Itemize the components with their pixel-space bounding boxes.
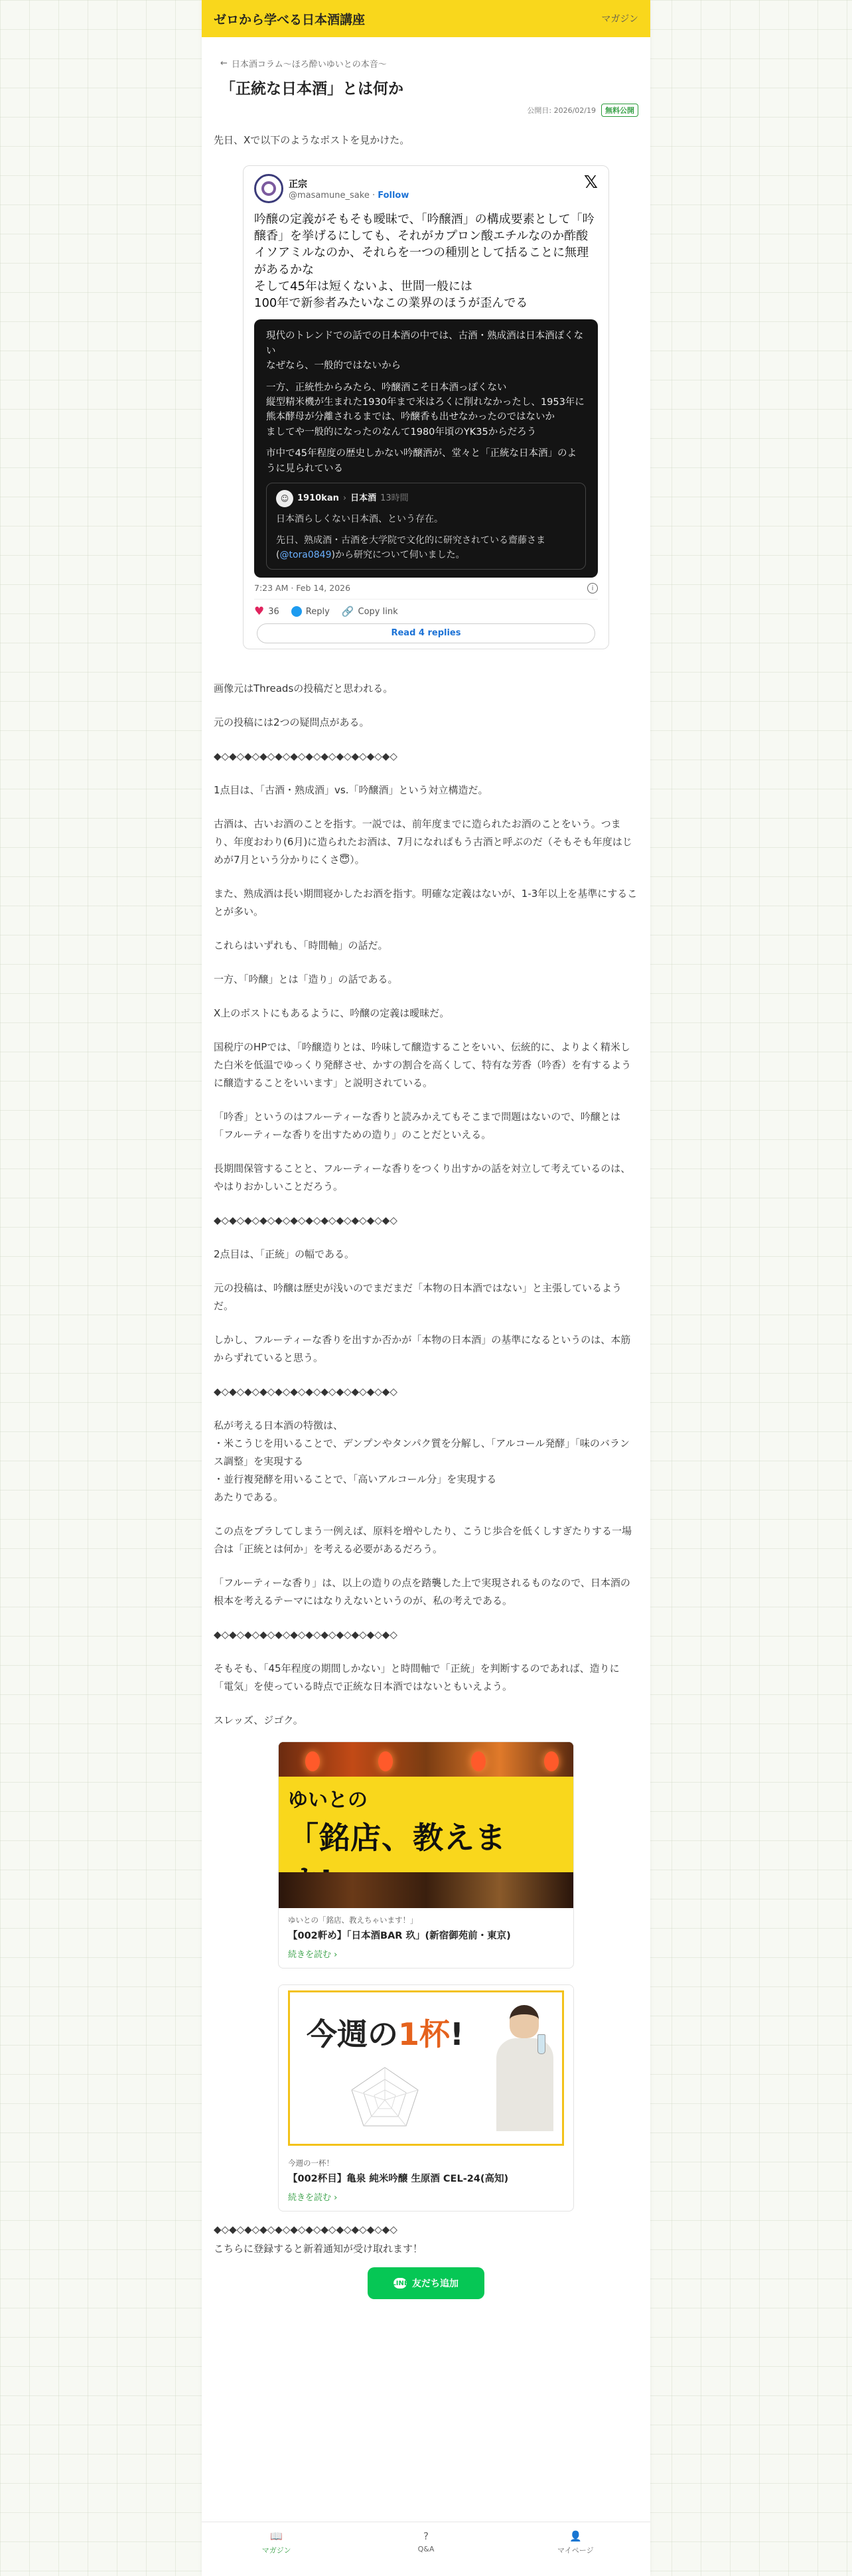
- person-head: [510, 2005, 539, 2038]
- line-button-label: 友だち追加: [412, 2279, 459, 2290]
- nested-topic: 日本酒: [350, 493, 377, 504]
- body-paragraph: 画像元はThreadsの投稿だと思われる。: [214, 683, 393, 695]
- body-paragraph: これらはいずれも、「時間軸」の話だ。: [214, 939, 388, 952]
- card-body: [279, 2151, 573, 2211]
- reply-button[interactable]: [291, 606, 330, 617]
- copy-link-label: Copy link: [358, 606, 398, 617]
- post-footer: [254, 583, 598, 600]
- divider: ◆◇◆◇◆◇◆◇◆◇◆◇◆◇◆◇◆◇◆◇◆◇◆◇: [214, 750, 397, 763]
- body-paragraph: また、熟成酒は長い期間寝かしたお酒を指す。明確な定義はないが、1-3年以上を基準にすることが多い。: [214, 888, 638, 918]
- card-image-title-accent: 1杯: [398, 2016, 451, 2053]
- site-title[interactable]: ゼロから学べる日本酒講座: [214, 12, 366, 27]
- body-paragraph: 元の投稿には2つの疑問点がある。: [214, 716, 370, 729]
- card-image: [279, 1742, 573, 1908]
- post-timestamp[interactable]: 7:23 AM · Feb 14, 2026: [254, 583, 351, 594]
- card-image-title-pre: 今週の: [307, 2016, 398, 2053]
- post-text: 吟醸の定義がそもそも曖昧で、「吟醸酒」の構成要素として「吟醸香」を挙げるにしても、それがカプロン酸エチルなのか酢酸イソアミルなのか、それらを一つの種別として括ることに無理があるかな そして45年は短くないよ、世間一般には 100年で新参者みたいなこの業界のほうが歪んでる: [254, 212, 595, 310]
- divider: ◆◇◆◇◆◇◆◇◆◇◆◇◆◇◆◇◆◇◆◇◆◇◆◇: [214, 1386, 397, 1398]
- magazine-nav-link[interactable]: マガジン: [601, 14, 638, 25]
- body-paragraph: 元の投稿は、吟醸は歴史が浅いのでまだまだ「本物の日本酒ではない」と主張しているようだ。: [214, 1282, 622, 1313]
- nested-paragraph: [276, 534, 576, 562]
- person-illustration: [494, 2005, 555, 2131]
- breadcrumb-label: 日本酒コラム〜ほろ酔いゆいとの本音〜: [231, 60, 387, 70]
- body-paragraph: 私が考える日本酒の特徴は、 ・米こうじを用いることで、デンプンやタンパク質を分解し、「アルコール発酵」「味のバランス調整」を実現する ・並行複発酵を用いることで、「高いアルコール分」を実現する あたりである。: [214, 1419, 630, 1504]
- embedded-post: [243, 165, 609, 649]
- divider: ◆◇◆◇◆◇◆◇◆◇◆◇◆◇◆◇◆◇◆◇◆◇◆◇: [214, 1214, 397, 1227]
- card-title[interactable]: 【002軒め】「日本酒BAR 玖」(新宿御苑前・東京): [288, 1931, 511, 1942]
- divider: ◆◇◆◇◆◇◆◇◆◇◆◇◆◇◆◇◆◇◆◇◆◇◆◇: [214, 1629, 397, 1641]
- article-meta: [214, 104, 638, 117]
- body-paragraph: 古酒は、古いお酒のことを指す。一説では、前年度までに造られたお酒のことをいう。つまり、年度おわり(6月)に造られたお酒は、7月になればもう古酒と呼ぶのだ（そもそも年度はじめが7月という分かりにくさ😇）。: [214, 818, 632, 866]
- book-icon: 📖: [270, 2530, 283, 2542]
- page: [202, 0, 650, 2576]
- article-body: [214, 680, 638, 1730]
- chevron-right-icon: ›: [342, 493, 347, 504]
- nested-text: 先日、熟成酒・古酒を大学院で文化的に研究されている齋藤さま(: [276, 535, 545, 560]
- post-user-name[interactable]: 正宗: [289, 179, 307, 190]
- body-paragraph: スレッズ、ジゴク。: [214, 1714, 303, 1727]
- like-button[interactable]: [254, 605, 279, 618]
- nested-avatar-icon: ☺: [276, 490, 293, 507]
- nested-time: 13時間: [380, 493, 409, 504]
- avatar-logo-icon: [261, 181, 276, 196]
- line-add-friend-button[interactable]: [368, 2267, 484, 2299]
- body-paragraph: 1点目は、「古酒・熟成酒」vs.「吟醸酒」という対立構造だ。: [214, 784, 488, 797]
- info-icon[interactable]: i: [587, 583, 598, 594]
- read-more-link[interactable]: 続きを読む ›: [288, 2193, 338, 2204]
- avatar[interactable]: [254, 174, 283, 203]
- body-paragraph: 「フルーティーな香り」は、以上の造りの点を踏襲した上で実現されるものなので、日本酒の根本を考えるテーマにはなりえないというのが、私の考えである。: [214, 1577, 630, 1607]
- page-title: 「正統な日本酒」とは何か: [220, 80, 403, 98]
- article-card[interactable]: [278, 1741, 574, 1969]
- bottom-nav-mypage[interactable]: [535, 2530, 615, 2555]
- radar-chart-icon: [345, 2063, 425, 2130]
- handle-separator: ·: [369, 190, 378, 201]
- bottom-nav-label: マイページ: [557, 2546, 594, 2555]
- card-image-title: [307, 2010, 464, 2054]
- card-subtitle: 今週の一杯！: [288, 2158, 334, 2168]
- card-photo-bottom: [279, 1872, 573, 1908]
- reply-bubble-icon: [291, 606, 302, 617]
- body-paragraph: そもそも、「45年程度の期間しかない」と時間軸で「正統」を判断するのであれば、造りに「電気」を使っている時点で正統な日本酒ではないともいえよう。: [214, 1662, 620, 1693]
- post-actions: [254, 605, 598, 618]
- x-logo-icon[interactable]: 𝕏: [584, 173, 598, 193]
- notification-notice: こちらに登録すると新着通知が受け取れます！: [214, 2243, 423, 2255]
- body-paragraph: 長期間保管することと、フルーティーな香りをつくり出すかの話を対立して考えているのは、やはりおかしいことだろう。: [214, 1163, 631, 1193]
- quoted-image[interactable]: [254, 319, 598, 578]
- quote-paragraph: 一方、正統性からみたら、吟醸酒こそ日本酒っぽくない 縦型精米機が生まれた1930年まで米はろくに削れなかったし、1953年に熊本酵母が分離されるまでは、吟醸香も出せなかったのではないか ましてや一般的になったのなんて1980年頃のYK35からだろう: [266, 382, 585, 438]
- post-user-handle-row: [289, 191, 409, 201]
- card-subtitle: ゆいとの「銘店、教えちゃいます！」: [288, 1915, 418, 1925]
- body-paragraph: この点をブラしてしまう一例えば、原料を増やしたり、こうじ歩合を低くしすぎたりする一場合は「正統とは何か」を考える必要があるだろう。: [214, 1525, 632, 1556]
- body-paragraph: しかし、フルーティーな香りを出すか否かが「本物の日本酒」の基準になるというのは、本筋からずれていると思う。: [214, 1334, 631, 1364]
- bottom-nav-label: Q&A: [417, 2545, 435, 2553]
- quote-paragraph: 現代のトレンドでの話での日本酒の中では、古酒・熟成酒は日本酒ぽくない なぜなら、一般的ではないから: [266, 331, 584, 372]
- site-header: [202, 0, 650, 37]
- card-body: [279, 1908, 573, 1968]
- post-user-handle[interactable]: @masamune_sake: [289, 190, 370, 201]
- breadcrumb[interactable]: [220, 57, 638, 70]
- link-icon: 🔗: [341, 605, 354, 618]
- mention-link: @tora0849: [279, 549, 332, 560]
- like-count: 36: [268, 606, 279, 617]
- bottom-nav-qa[interactable]: [386, 2530, 466, 2553]
- nested-quote-header: [276, 490, 576, 507]
- line-icon: LINE: [393, 2278, 407, 2289]
- body-paragraph: 国税庁のHPでは、「吟醸造りとは、吟味して醸造することをいい、伝統的に、よりよく精米した白米を低温でゆっくり発酵させ、かすの割合を高くして、特有な芳香（吟香）を有するように醸造することをいいます」と説明されている。: [214, 1041, 632, 1089]
- body-paragraph: 一方、「吟醸」とは「造り」の話である。: [214, 973, 398, 986]
- card-title-band: [279, 1777, 573, 1874]
- card-image-line1: ゆいとの: [288, 1789, 368, 1812]
- article-card[interactable]: [278, 1984, 574, 2212]
- heart-icon: ♥: [254, 605, 265, 619]
- read-replies-button[interactable]: Read 4 replies: [257, 623, 595, 643]
- free-badge: 無料公開: [601, 104, 638, 117]
- quote-paragraph: 市中で45年程度の歴史しかない吟醸酒が、堂々と「正統な日本酒」のように見られている: [266, 448, 577, 474]
- divider: ◆◇◆◇◆◇◆◇◆◇◆◇◆◇◆◇◆◇◆◇◆◇◆◇: [214, 2223, 397, 2236]
- article-content: [202, 37, 650, 2299]
- nested-text: )から研究について伺いました。: [331, 549, 465, 560]
- sake-glass-icon: [537, 2034, 545, 2054]
- read-more-link[interactable]: 続きを読む ›: [288, 1950, 338, 1961]
- back-arrow-icon: ←: [220, 58, 228, 68]
- bottom-nav-magazine[interactable]: [237, 2530, 317, 2555]
- bottom-nav: [202, 2522, 650, 2576]
- bottom-nav-label: マガジン: [261, 2546, 291, 2555]
- card-image-line2: 「銘店、教えま: [288, 1820, 506, 1856]
- nested-quote: [266, 483, 586, 570]
- body-paragraph: 「吟香」というのはフルーティーな香りと読みかえてもそこまで問題はないので、吟醸とは「フルーティーな香りを出すための造り」のことだといえる。: [214, 1111, 620, 1141]
- intro-paragraph: 先日、Xで以下のようなポストを見かけた。: [214, 134, 410, 146]
- nested-paragraph: 日本酒らしくない日本酒、という存在。: [276, 514, 443, 525]
- embed-user[interactable]: [254, 174, 409, 203]
- embed-header: [254, 174, 598, 203]
- copy-link-button[interactable]: [342, 605, 398, 617]
- nested-body: [276, 513, 576, 562]
- card-image: [279, 1985, 573, 2151]
- published-date: 公開日: 2026/02/19: [527, 106, 596, 115]
- body-paragraph: 2点目は、「正統」の幅である。: [214, 1248, 355, 1261]
- card-title[interactable]: 【002杯目】亀泉 純米吟醸 生原酒 CEL-24(高知): [288, 2174, 509, 2185]
- user-icon: 👤: [569, 2530, 582, 2542]
- question-icon: ?: [423, 2530, 429, 2542]
- card-image-title-post: !: [450, 2016, 464, 2053]
- follow-link[interactable]: Follow: [378, 190, 409, 201]
- body-paragraph: X上のポストにもあるように、吟醸の定義は曖昧だ。: [214, 1007, 450, 1020]
- reply-label: Reply: [305, 606, 330, 617]
- nested-user: 1910kan: [297, 493, 339, 504]
